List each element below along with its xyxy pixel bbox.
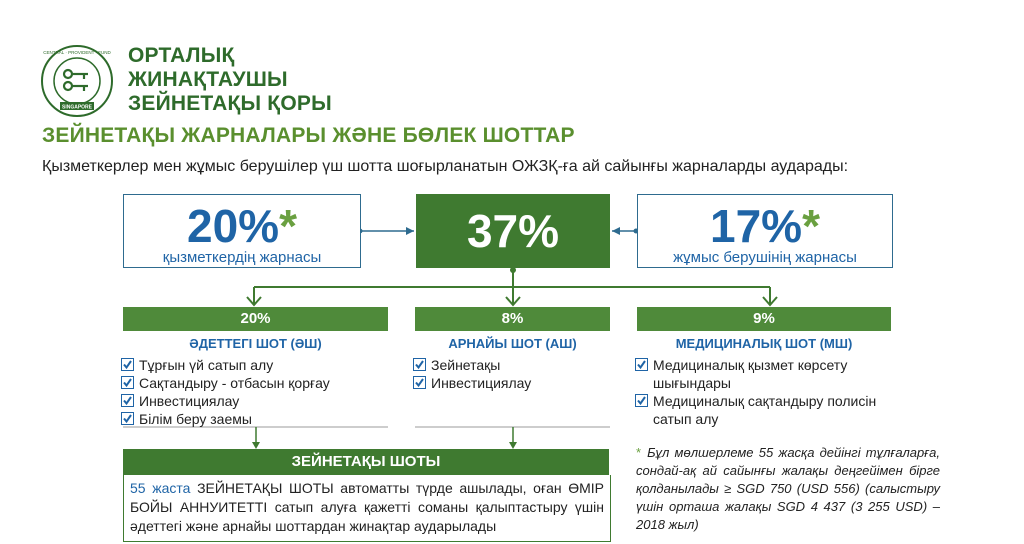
section-title: ЗЕЙНЕТАҚЫ ЖАРНАЛАРЫ ЖӘНЕ БӨЛЕК ШОТТАР [42, 124, 575, 147]
list-item [121, 392, 391, 410]
employee-pct: 20% [187, 200, 280, 252]
list-item-label: Медициналық қызмет көрсету шығындары [653, 357, 848, 391]
list-item-label: Инвестициялау [431, 375, 532, 391]
list-item [413, 374, 613, 392]
cpf-logo [40, 44, 114, 118]
list-item [635, 392, 897, 428]
list-item-label: Тұрғын үй сатып алу [139, 357, 274, 373]
checkbox-icon [413, 376, 426, 389]
organization-name [128, 44, 428, 116]
retirement-text: ЗЕЙНЕТАҚЫ ШОТЫ автоматты түрде ашылады, оған ӨМІР БОЙЫ АННУИТЕТТІ сатып алуға қажетті соманы қалыптастыру үшін әдеттегі және арнайы шоттардан жинақтар аударылады [130, 480, 605, 534]
footnote-star: * [636, 445, 642, 460]
employee-star: * [279, 200, 297, 252]
employer-pct: 17% [710, 200, 803, 252]
ordinary-account-pct: 20% [123, 307, 388, 331]
org-name-line-3: ЗЕЙНЕТАҚЫ ҚОРЫ [128, 92, 332, 115]
checkbox-icon [121, 358, 134, 371]
org-name-line-2: ЖИНАҚТАУШЫ [128, 68, 288, 91]
footnote [636, 444, 940, 534]
ordinary-account-name: ӘДЕТТЕГІ ШОТ (ӘШ) [189, 336, 322, 351]
list-item-label: Медициналық сақтандыру полисін сатып алу [653, 393, 877, 427]
checkbox-icon [413, 358, 426, 371]
medical-account-name: МЕДИЦИНАЛЫҚ ШОТ (МШ) [675, 336, 853, 351]
retirement-account-title: ЗЕЙНЕТАҚЫ ШОТЫ [123, 449, 609, 475]
logo-text-top: CENTRAL · PROVIDENT · FUND [43, 50, 111, 55]
list-item-label: Инвестициялау [139, 393, 240, 409]
list-item-label: Сақтандыру - отбасын қорғау [139, 375, 330, 391]
list-item [413, 356, 613, 374]
footnote-text: Бұл мөлшерлеме 55 жасқа дейінгі тұлғаларға, сондай-ақ ай сайынғы жалақы деңгейімен бірге қолданылады ≥ SGD 750 (USD 556) (салыстыру үшін орташа жалақы SGD 4 437 (3 255 USD) – 2018 жыл) [636, 445, 940, 532]
retirement-account-description [123, 475, 611, 542]
org-name-line-1: ОРТАЛЫҚ [128, 44, 235, 67]
special-account-pct: 8% [415, 307, 610, 331]
employer-contribution-box [637, 194, 893, 268]
employer-caption: жұмыс берушінің жарнасы [673, 249, 857, 266]
list-item-label: Білім беру заемы [139, 411, 252, 427]
list-item [121, 356, 391, 374]
medical-account-pct: 9% [637, 307, 891, 331]
checkbox-icon [121, 394, 134, 407]
total-contribution-box: 37% [416, 194, 610, 268]
checkbox-icon [121, 412, 134, 425]
medical-account-uses [635, 356, 897, 428]
checkbox-icon [121, 376, 134, 389]
logo-text-bottom: SINGAPORE [61, 104, 93, 111]
employee-caption: қызметкердің жарнасы [162, 249, 322, 266]
list-item [121, 374, 391, 392]
special-account-name: АРНАЙЫ ШОТ (АШ) [448, 336, 577, 351]
employee-contribution-box [123, 194, 361, 268]
special-account-uses [413, 356, 613, 392]
list-item-label: Зейнетақы [431, 357, 501, 373]
employer-star: * [802, 200, 820, 252]
list-item [635, 356, 897, 392]
checkbox-icon [635, 394, 648, 407]
intro-text: Қызметкерлер мен жұмыс берушілер үш шотта шоғырланатын ОЖЗҚ-ға ай сайынғы жарналарды аударады: [42, 158, 849, 175]
list-item [121, 410, 391, 428]
ordinary-account-uses [121, 356, 391, 428]
retirement-age: 55 жаста [130, 480, 191, 496]
checkbox-icon [635, 358, 648, 371]
